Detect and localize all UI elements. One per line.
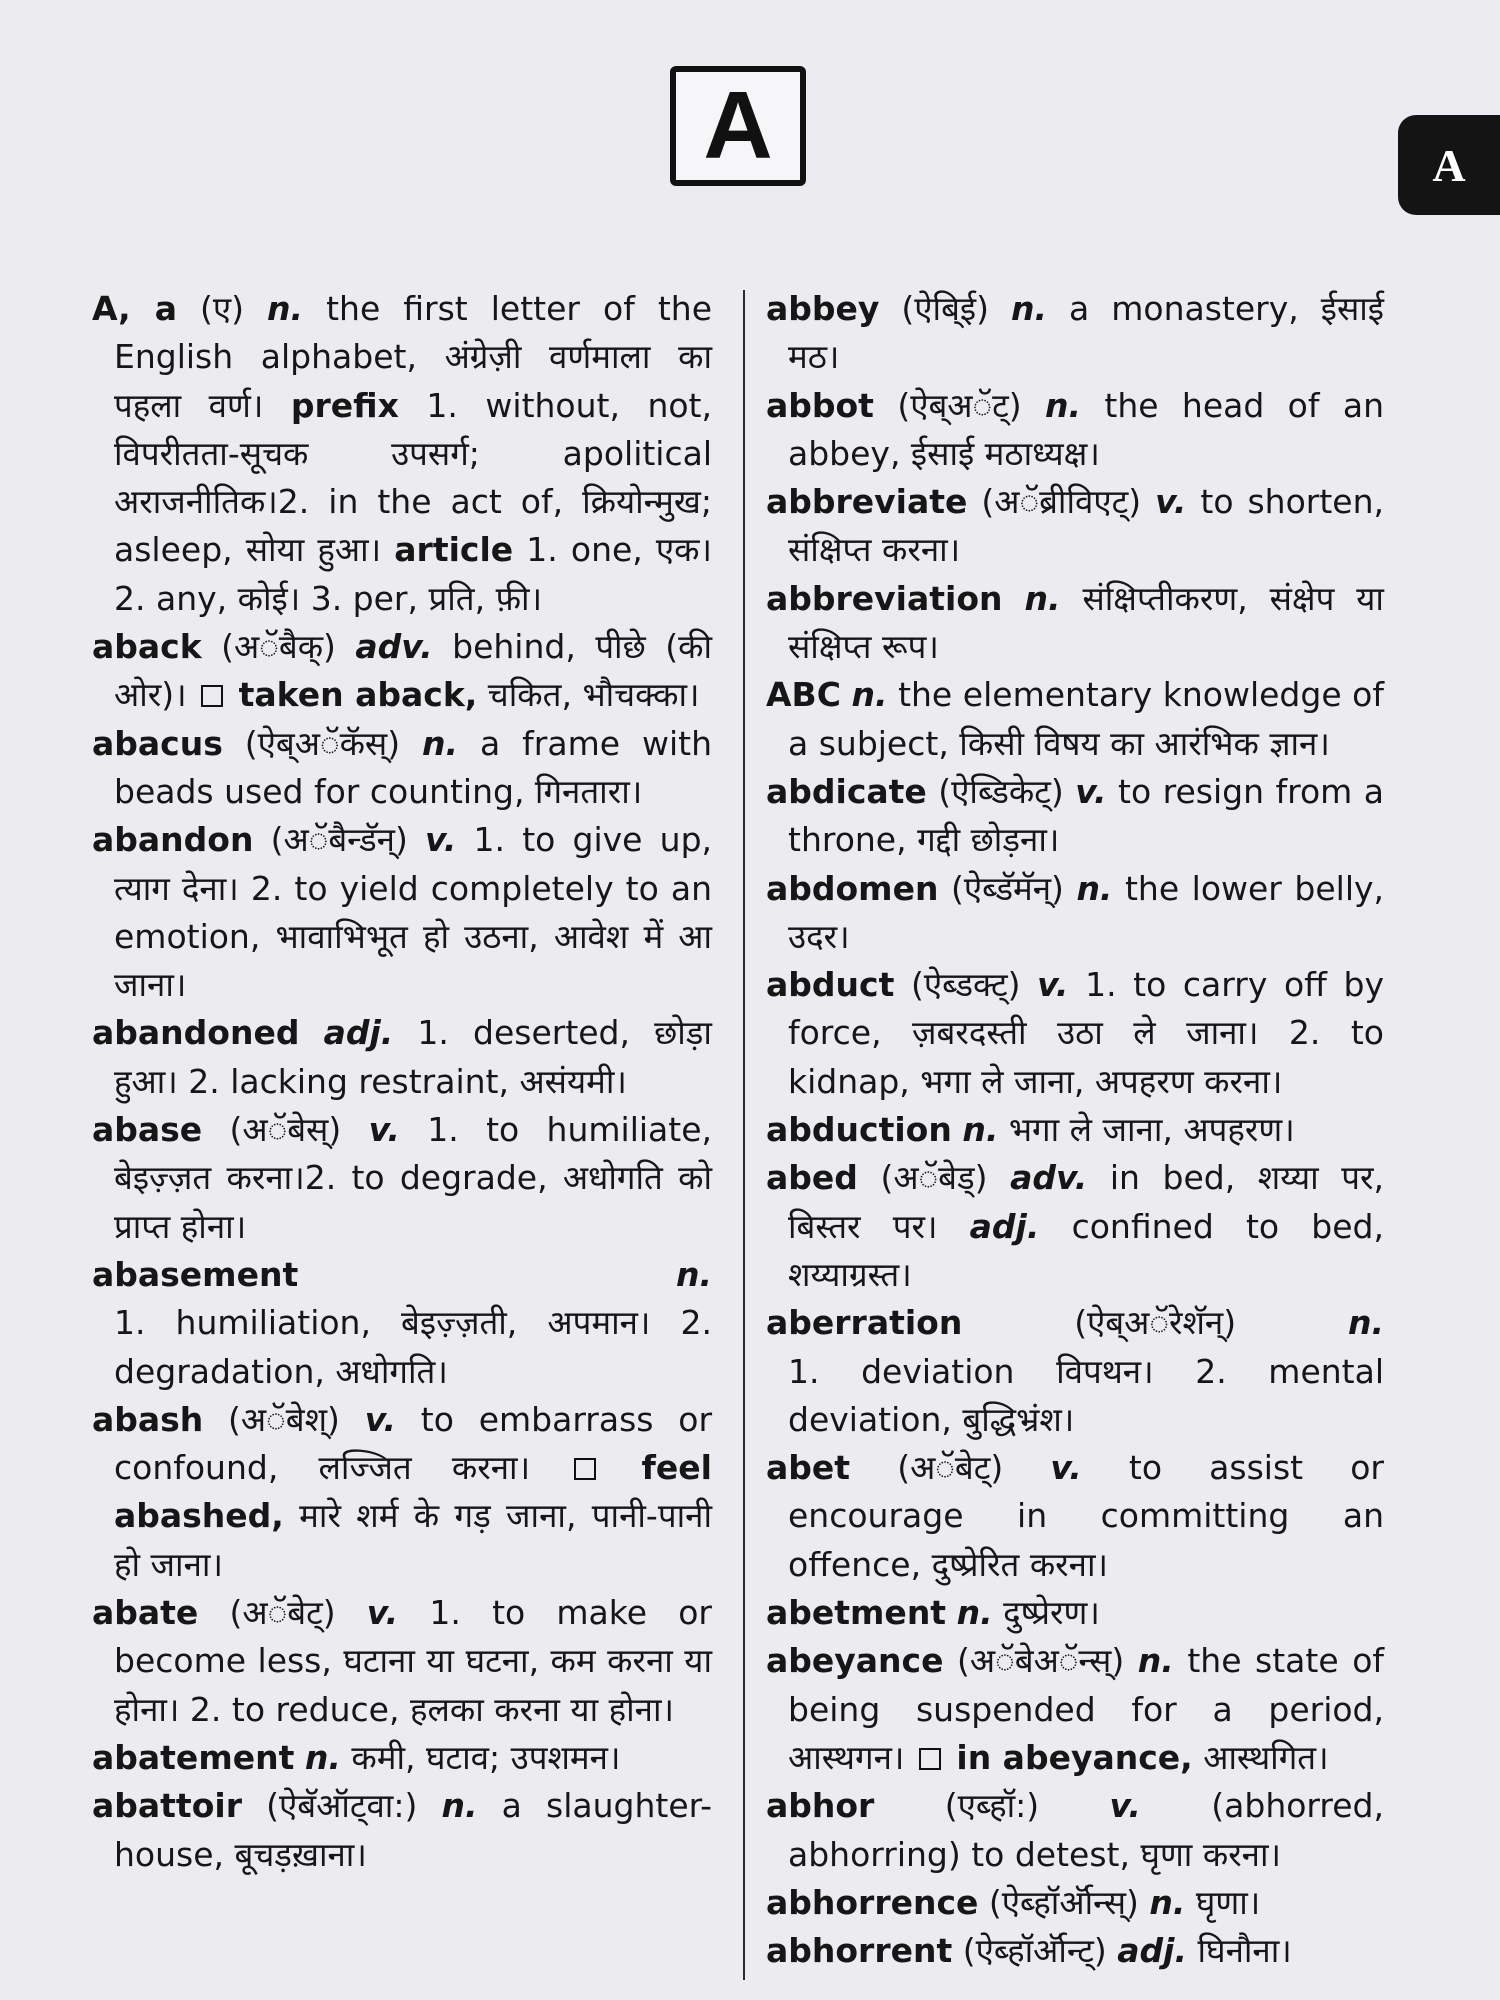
definition-text <box>299 1013 323 1052</box>
definition-text: 1. deviation विपथन। 2. mental deviation, बुद्धिभ्रंश। <box>788 1351 1384 1439</box>
definition-text: (ऐब्हॉर्ऑन्ट्) <box>952 1931 1118 1971</box>
definition-text: 1. to carry off by force, ज़बरदस्ती उठा ले जाना। 2. to kidnap, भगा ले जाना, अपहरण करना। <box>788 965 1385 1101</box>
headword: abdicate <box>766 771 927 811</box>
definition-text: (ऐब्हॉर्ऑन्स्) <box>978 1882 1150 1922</box>
definition-text: (अॅब्रीविएट्) <box>967 482 1156 522</box>
definition-text: कमी, घटाव; उपशमन। <box>340 1737 621 1777</box>
part-of-speech: adv. <box>1010 1158 1088 1198</box>
phrase-box-icon <box>574 1458 596 1480</box>
entry-headline <box>92 1251 712 1299</box>
dictionary-entry <box>92 623 712 720</box>
part-of-speech: v. <box>425 820 457 860</box>
headword: abhorrence <box>766 1882 979 1922</box>
part-of-speech: n. <box>1347 1303 1384 1343</box>
definition-text: (अॅबेट्) <box>850 1448 1051 1488</box>
headword: abase <box>92 1110 203 1150</box>
dictionary-entry <box>766 1589 1384 1637</box>
definition-text: to shorten, संक्षिप्त करना। <box>788 482 1384 570</box>
part-of-speech: v. <box>1037 965 1069 1005</box>
headword: abash <box>92 1399 204 1439</box>
definition-text: 1. deserted, छोड़ा हुआ। 2. lacking restraint, असंयमी। <box>114 1013 712 1101</box>
part-of-speech: n. <box>267 289 304 328</box>
dictionary-entry <box>766 1154 1384 1299</box>
definition-text: 1. to humiliate, बेइज़्ज़त करना।2. to degrade, अधोगति को प्राप्त होना। <box>114 1110 712 1246</box>
part-of-speech: n. <box>422 723 459 763</box>
column-divider <box>743 290 745 1980</box>
dictionary-entry <box>766 1106 1384 1154</box>
dictionary-entry <box>92 1782 712 1879</box>
headword: abatement <box>92 1737 295 1777</box>
dictionary-entry <box>92 285 712 623</box>
part-of-speech: v. <box>1050 1448 1082 1488</box>
definition-text: (अॅबेड्) <box>857 1158 1011 1198</box>
part-of-speech: adj. <box>323 1013 394 1053</box>
headword: abdomen <box>766 868 939 908</box>
part-of-speech: n. <box>1149 1882 1186 1922</box>
dictionary-entry <box>766 865 1384 962</box>
definition-text <box>946 1593 957 1632</box>
headword: prefix <box>290 385 399 425</box>
part-of-speech: v. <box>366 1593 399 1633</box>
dictionary-entry <box>766 1782 1384 1879</box>
definition-text: (ऐबि्ई) <box>879 289 1011 328</box>
headword: abbreviate <box>766 482 968 522</box>
dictionary-entry <box>766 285 1384 382</box>
dictionary-entry <box>92 720 712 817</box>
headword: abduction <box>766 1110 952 1150</box>
headword: abbreviation <box>766 578 1003 618</box>
phrase-box-icon <box>201 685 223 707</box>
definition-text: to embarrass or confound, लज्जित करना। <box>114 1399 713 1488</box>
definition-text: दुष्प्रेरण। <box>992 1593 1100 1633</box>
definition-text: 1. humiliation, बेइज़्ज़ती, अपमान। 2. degradation, अधोगति। <box>114 1303 712 1391</box>
headword: abduct <box>766 965 895 1005</box>
definition-text: 1. to give up, त्याग देना। 2. to yield completely to an emotion, भावाभिभूत हो उठना, आवेश में आ जाना। <box>114 820 713 1005</box>
dictionary-entry <box>766 1299 1384 1444</box>
headword: A, a <box>92 289 177 328</box>
left-column <box>92 285 712 1879</box>
definition-text <box>952 1110 963 1149</box>
headword: feel abashed, <box>114 1448 712 1536</box>
thumb-index-tab <box>1398 115 1500 215</box>
definition-text: (ए) <box>176 289 268 328</box>
part-of-speech: n. <box>1137 1641 1174 1681</box>
part-of-speech: v. <box>364 1399 397 1439</box>
dictionary-entry <box>766 1879 1384 1927</box>
part-of-speech: n. <box>1045 385 1082 425</box>
definition-text: (अॅबेअॅन्स्) <box>943 1641 1138 1681</box>
definition-text: चकित, भौचक्का। <box>477 675 700 715</box>
definition-text: a frame with beads used for counting, गिनतारा। <box>114 723 712 811</box>
section-letter: A <box>703 72 773 179</box>
part-of-speech: adj. <box>1117 1931 1188 1971</box>
dictionary-entry <box>92 1251 712 1396</box>
definition-text: (एब्हॉ:) <box>874 1786 1110 1826</box>
part-of-speech: n. <box>851 675 888 715</box>
dictionary-entry <box>92 1734 712 1782</box>
part-of-speech: n. <box>304 1737 341 1777</box>
headword: abeyance <box>766 1641 944 1681</box>
headword: abbot <box>766 385 874 425</box>
definition-text: to resign from a throne, गद्दी छोड़ना। <box>788 771 1384 860</box>
definition-text: (ऐब्डॅमॅन्) <box>938 868 1077 908</box>
headword: abet <box>766 1448 851 1488</box>
dictionary-entry <box>766 1444 1384 1589</box>
definition-text: 1. one, एक। 2. any, कोई। 3. per, प्रति, फ़ी। <box>114 530 712 618</box>
headword: in abeyance, <box>944 1737 1193 1777</box>
headword: taken aback, <box>227 675 478 715</box>
headword: abhor <box>766 1786 875 1826</box>
entry-headline <box>766 1299 1384 1347</box>
part-of-speech: v. <box>1155 482 1187 522</box>
headword: aback <box>92 627 202 667</box>
definition-text: in bed, शय्या पर, बिस्तर पर। <box>788 1158 1384 1246</box>
headword: abate <box>92 1593 199 1633</box>
definition-text: 1. to make or become less, घटाना या घटना, कम करना या होना। 2. to reduce, हलका करना या होना। <box>114 1593 712 1729</box>
definition-text: भगा ले जाना, अपहरण। <box>998 1110 1295 1150</box>
part-of-speech: n. <box>956 1593 993 1633</box>
headword: abandoned <box>92 1013 300 1053</box>
definition-text: the lower belly, उदर। <box>788 868 1385 956</box>
definition-text: आस्थगित। <box>1192 1737 1329 1777</box>
definition-text: मारे शर्म के गड़ जाना, पानी-पानी हो जाना। <box>114 1496 712 1584</box>
part-of-speech: n. <box>1011 289 1048 328</box>
definition-text <box>841 675 852 714</box>
definition-text: the first letter of the English alphabet, अंग्रेज़ी वर्णमाला का पहला वर्ण। <box>114 289 712 425</box>
definition-text: (अॅबैक्) <box>201 627 356 667</box>
definition-text: 1. without, not, विपरीतता-सूचक उपसर्ग; apolitical अराजनीतिक।2. in the act of, क्रियोन्मुख; asleep, सोया हुआ। <box>114 385 712 570</box>
definition-text: संक्षिप्तीकरण, संक्षेप या संक्षिप्त रूप। <box>788 578 1384 667</box>
headword: article <box>394 530 514 570</box>
definition-text: the state of being suspended for a period, आस्थगन। <box>788 1641 1385 1777</box>
part-of-speech: adj. <box>969 1206 1040 1246</box>
definition-text: (अॅबेश्) <box>203 1399 365 1439</box>
pronunciation: (ऐब्अॅरेशॅन्) <box>1074 1303 1237 1343</box>
part-of-speech: v. <box>1075 771 1107 811</box>
part-of-speech: n. <box>441 1786 478 1826</box>
definition-text: to assist or encourage in committing an offence, दुष्प्रेरित करना। <box>788 1448 1384 1584</box>
headword: abed <box>766 1158 858 1198</box>
headword: abetment <box>766 1593 947 1633</box>
part-of-speech: n. <box>675 1254 712 1294</box>
dictionary-entry <box>766 768 1384 865</box>
definition-text: a slaughter-house, बूचड़ख़ाना। <box>114 1786 712 1874</box>
part-of-speech: n. <box>1024 578 1061 618</box>
definition-text: the elementary knowledge of a subject, किसी विषय का आरंभिक ज्ञान। <box>788 675 1384 763</box>
definition-text: (ऐब्अॅकॅस्) <box>222 723 423 763</box>
definition-text: behind, पीछे (की ओर)। <box>114 627 712 715</box>
thumb-index-letter: A <box>1432 139 1466 191</box>
dictionary-entry <box>92 1106 712 1251</box>
definition-text: a monastery, ईसाई मठ। <box>788 289 1384 377</box>
headword: ABC <box>766 675 841 715</box>
dictionary-entry <box>766 478 1384 575</box>
definition-text: घृणा। <box>1185 1882 1261 1922</box>
definition-text <box>1003 579 1025 618</box>
dictionary-entry <box>766 671 1384 768</box>
part-of-speech: adv. <box>355 627 433 667</box>
dictionary-entry <box>92 1009 712 1106</box>
dictionary-entry <box>92 816 712 1009</box>
definition-text: (अॅबेट्) <box>198 1593 367 1633</box>
part-of-speech: v. <box>1109 1786 1141 1826</box>
dictionary-entry <box>766 575 1384 672</box>
definition-text: (ऐब्डक्ट्) <box>894 965 1038 1005</box>
dictionary-entry <box>766 961 1384 1106</box>
definition-text: (ऐब्डिकेट्) <box>926 771 1076 811</box>
definition-text: (ऐब्अॅट्) <box>873 385 1045 425</box>
right-column <box>766 285 1384 1975</box>
definition-text: (abhorred, abhorring) to detest, घृणा करना। <box>788 1786 1384 1874</box>
definition-text: घिनौना। <box>1187 1931 1292 1971</box>
dictionary-entry <box>92 1589 712 1734</box>
definition-text <box>294 1738 305 1777</box>
headword: abhorrent <box>766 1931 953 1971</box>
phrase-box-icon <box>919 1748 941 1770</box>
part-of-speech: v. <box>368 1110 400 1150</box>
headword: abasement <box>92 1254 299 1294</box>
definition-text: (अॅबैन्डॅन्) <box>253 820 426 860</box>
headword: abattoir <box>92 1786 242 1826</box>
definition-text: confined to bed, शय्याग्रस्त। <box>788 1206 1384 1294</box>
headword: abacus <box>92 723 223 763</box>
headword: abbey <box>766 289 880 328</box>
definition-text: (अॅबेस्) <box>202 1110 369 1150</box>
definition-text: the head of an abbey, ईसाई मठाध्यक्ष। <box>788 385 1384 473</box>
definition-text: (ऐबॅऑट्वा:) <box>241 1786 442 1826</box>
part-of-speech: n. <box>962 1110 999 1150</box>
dictionary-entry <box>766 382 1384 479</box>
dictionary-entry <box>766 1637 1384 1782</box>
headword: abandon <box>92 820 254 860</box>
headword: aberration <box>766 1303 963 1343</box>
dictionary-entry <box>766 1927 1384 1975</box>
section-letter-box <box>670 66 806 186</box>
part-of-speech: n. <box>1076 868 1113 908</box>
dictionary-entry <box>92 1396 712 1589</box>
